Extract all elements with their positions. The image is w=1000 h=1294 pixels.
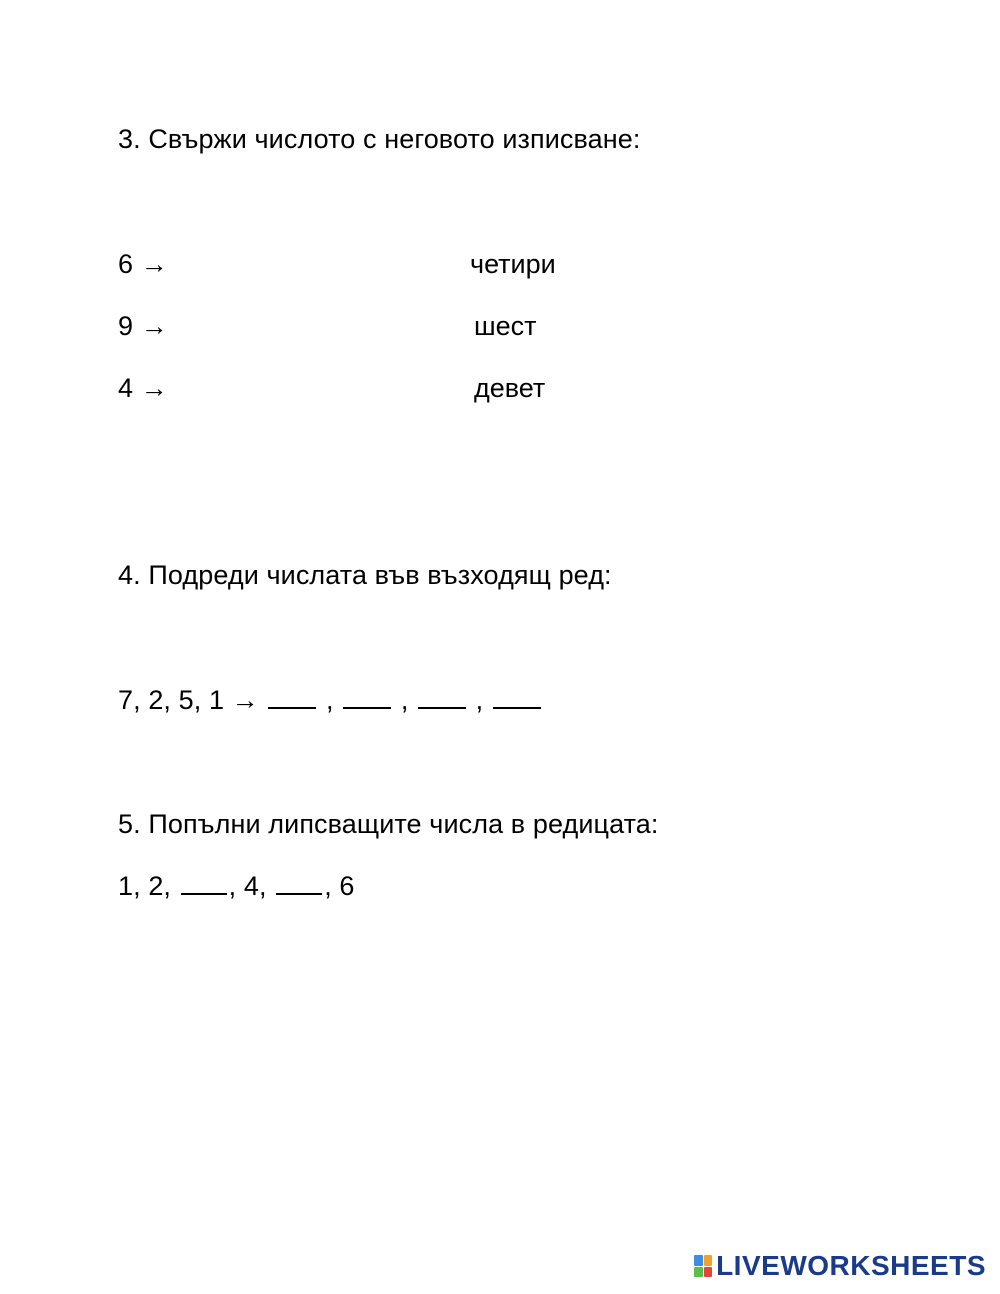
logo-mark-block-4 bbox=[704, 1267, 713, 1278]
liveworksheets-logo bbox=[694, 1250, 986, 1282]
task4-separator-1: , bbox=[326, 685, 334, 715]
logo-mark-block-2 bbox=[704, 1255, 713, 1266]
liveworksheets-logo-icon bbox=[694, 1255, 712, 1277]
task3-number-3: 4 → bbox=[118, 373, 168, 403]
task4-separator-3: , bbox=[475, 685, 484, 715]
task4-sequence: 7, 2, 5, 1 → bbox=[118, 685, 259, 715]
task4-blank-4[interactable] bbox=[493, 687, 541, 709]
task4-sequence-line bbox=[118, 684, 543, 716]
task5-part-2: , 4, bbox=[228, 871, 267, 901]
task5-part-3: , 6 bbox=[324, 871, 355, 901]
task4-title: 4. Подреди числата във възходящ ред: bbox=[118, 560, 612, 590]
task5-blank-1[interactable] bbox=[181, 873, 227, 895]
task5-blank-2[interactable] bbox=[276, 873, 322, 895]
task4-blank-2[interactable] bbox=[343, 687, 391, 709]
task3-word-2: шест bbox=[474, 311, 537, 341]
task3-number-2: 9 → bbox=[118, 311, 168, 341]
task5-sequence-line bbox=[118, 870, 355, 902]
logo-mark-block-1 bbox=[694, 1255, 703, 1266]
logo-mark-block-3 bbox=[694, 1267, 703, 1278]
task4-blank-3[interactable] bbox=[418, 687, 466, 709]
task3-word-1: четири bbox=[470, 249, 556, 279]
task5-part-1: 1, 2, bbox=[118, 871, 172, 901]
task3-title: 3. Свържи числото с неговото изписване: bbox=[118, 124, 641, 154]
liveworksheets-logo-text: LIVEWORKSHEETS bbox=[716, 1250, 986, 1281]
task4-separator-2: , bbox=[400, 685, 409, 715]
task4-blank-1[interactable] bbox=[268, 687, 316, 709]
task5-title: 5. Попълни липсващите числа в редицата: bbox=[118, 809, 659, 839]
task3-number-1: 6 → bbox=[118, 249, 168, 279]
task3-word-3: девет bbox=[474, 373, 546, 403]
